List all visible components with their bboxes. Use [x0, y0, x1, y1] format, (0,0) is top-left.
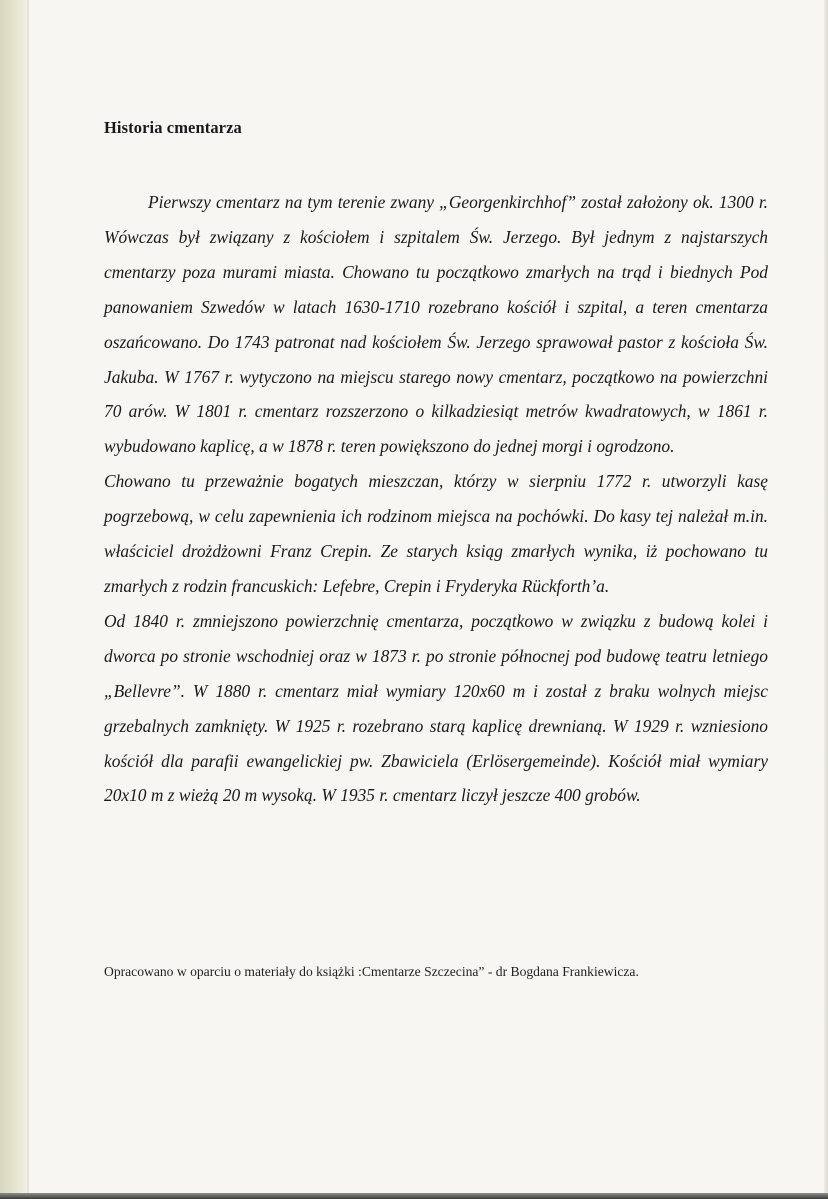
right-page-edge [824, 0, 828, 1199]
document-body [104, 118, 768, 813]
binding-edge [0, 0, 28, 1199]
source-note: Opracowano w oparciu o materiały do książki :Cmentarze Szczecina” - dr Bogdana Frankiewicza. [104, 964, 639, 979]
document-title: Historia cmentarza [104, 118, 242, 137]
page-fold-line [27, 0, 29, 1199]
paragraph-history: Pierwszy cmentarz na tym terenie zwany „Georgenkirchhof” został założony ok. 1300 r. Wówczas był związany z kościołem i szpitalem Św. Jerzego. Był jednym z najstarszych cmentarzy poza murami miasta. Chowano tu początkowo zmarłych na trąd i biednych Pod panowaniem Szwedów w latach 1630-1710 rozebrano kościół i szpital, a teren cmentarza oszańcowano. Do 1743 patronat nad kościołem Św. Jerzego sprawował pastor z kościoła Św. Jakuba. W 1767 r. wytyczono na miejscu starego nowy cmentarz, początkowo na powierzchni 70 arów. W 1801 r. cmentarz rozszerzono o kilkadziesiąt metrów kwadratowych, w 1861 r. wybudowano kaplicę, a w 1878 r. teren powiększono do jednej morgi i ogrodzono. [104, 192, 768, 457]
paragraph-burials: Chowano tu przeważnie bogatych mieszczan, którzy w sierpniu 1772 r. utworzyli kasę pogrzebową, w celu zapewnienia ich rodzinom miejsca na pochówki. Do kasy tej należał m.in. właściciel drożdżowni Franz Crepin. Ze starych ksiąg zmarłych wynika, iż pochowano tu zmarłych z rodzin francuskich: Lefebre, Crepin i Fryderyka Rückforth’a. [104, 471, 768, 596]
paragraph-reduction: Od 1840 r. zmniejszono powierzchnię cmentarza, początkowo w związku z budową kolei i dworca po stronie wschodniej oraz w 1873 r. po stronie północnej pod budowę teatru letniego „Bellevre”. W 1880 r. cmentarz miał wymiary 120x60 m i został z braku wolnych miejsc grzebalnych zamknięty. W 1925 r. rozebrano starą kaplicę drewnianą. W 1929 r. wzniesiono kościół dla parafii ewangelickiej pw. Zbawiciela (Erlösergemeinde). Kościół miał wymiary 20x10 m z wieżą 20 m wysoką. W 1935 r. cmentarz liczył jeszcze 400 grobów. [104, 610, 768, 806]
bottom-scan-edge [0, 1193, 828, 1199]
